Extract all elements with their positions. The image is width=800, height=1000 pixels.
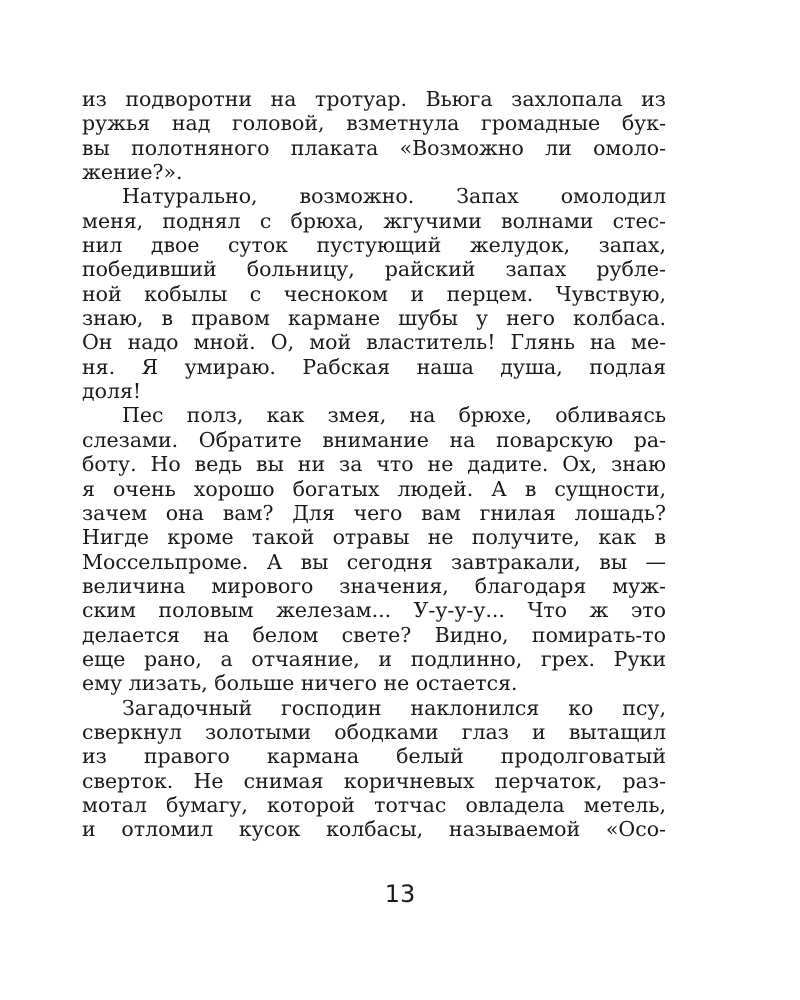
text-line: Моссельпроме. А вы сегодня завтракали, вы —: [82, 549, 666, 574]
text-line: Загадочный господин наклонился ко псу,: [122, 695, 666, 720]
text-line: меня, поднял с брюха, жгучими волнами стес-: [82, 208, 666, 233]
text-line: из правого кармана белый продолговатый: [82, 744, 666, 769]
text-line: еще рано, а отчаяние, и подлинно, грех. Руки: [82, 646, 666, 671]
text-line: ему лизать, больше ничего не остается.: [82, 671, 518, 696]
text-line: победивший больницу, райский запах рубле-: [82, 257, 666, 282]
text-line: вы полотняного плаката «Возможно ли омоло-: [82, 135, 666, 160]
text-line: ским половым железам... У-у-у-у... Что ж это: [82, 598, 666, 623]
body-text: [82, 87, 666, 842]
text-line: сверкнул золотыми ободками глаз и вытащил: [82, 719, 666, 744]
text-line: я очень хорошо богатых людей. А в сущности,: [82, 476, 666, 501]
text-line: жение?».: [82, 160, 183, 185]
text-line: зачем она вам? Для чего вам гнилая лошадь?: [82, 500, 666, 525]
text-line: ной кобылы с чесноком и перцем. Чувствую,: [82, 281, 666, 306]
text-line: доля!: [82, 379, 142, 404]
text-line: из подворотни на тротуар. Вьюга захлопала из: [82, 87, 666, 111]
text-line: величина мирового значения, благодаря муж-: [82, 573, 666, 598]
text-line: ня. Я умираю. Рабская наша душа, подлая: [82, 354, 666, 379]
text-line: и отломил кусок колбасы, называемой «Осо-: [82, 817, 666, 842]
text-line: нил двое суток пустующий желудок, запах,: [82, 233, 666, 258]
text-line: Пес полз, как змея, на брюхе, обливаясь: [122, 403, 666, 428]
text-line: мотал бумагу, которой тотчас овладела метель,: [82, 792, 666, 817]
text-line: ружья над головой, взметнула громадные бук-: [82, 111, 666, 136]
page-number: 13: [384, 880, 416, 908]
text-line: делается на белом свете? Видно, помирать-то: [82, 622, 666, 647]
text-line: боту. Но ведь вы ни за что не дадите. Ох, знаю: [82, 452, 666, 477]
text-line: слезами. Обратите внимание на поварскую ра-: [82, 427, 666, 452]
text-line: Он надо мной. О, мой властитель! Глянь на ме-: [82, 330, 666, 355]
text-line: сверток. Не снимая коричневых перчаток, раз-: [82, 768, 666, 793]
text-line: Нигде кроме такой отравы не получите, как в: [82, 525, 666, 550]
text-line: Натурально, возможно. Запах омолодил: [122, 184, 666, 209]
text-line: знаю, в правом кармане шубы у него колбаса.: [82, 306, 666, 331]
